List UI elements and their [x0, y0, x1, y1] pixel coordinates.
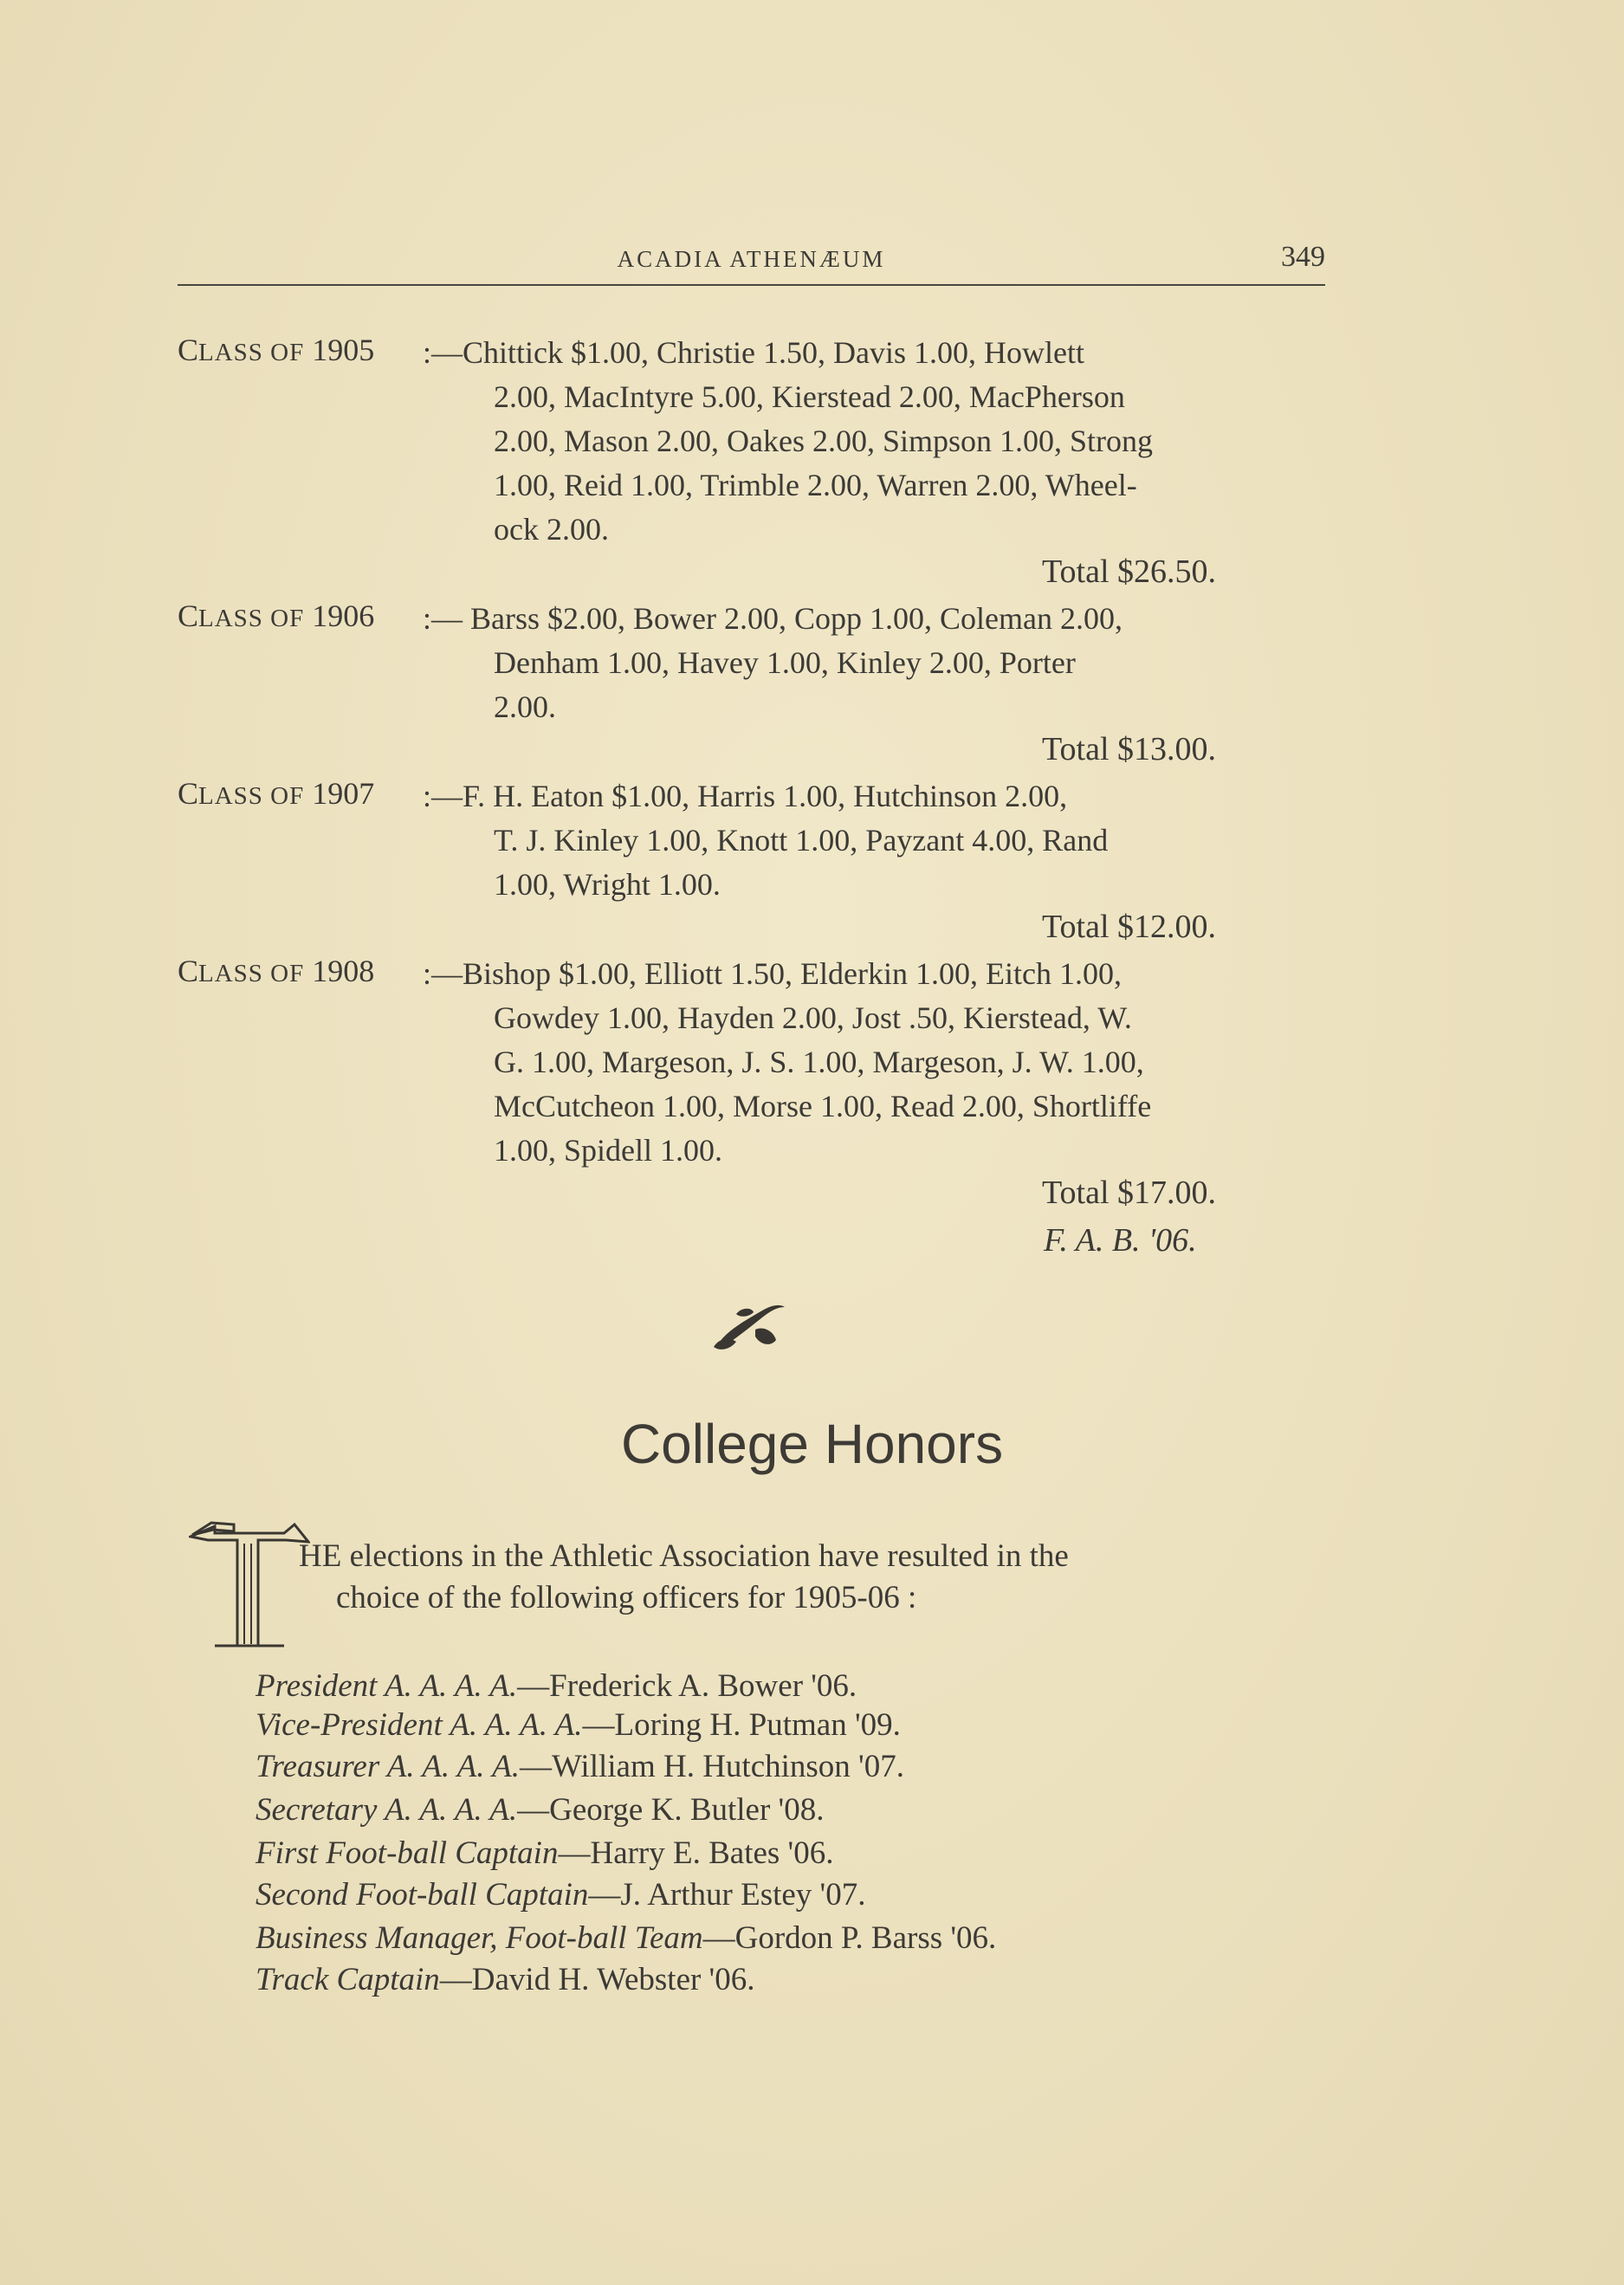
officer-entry: [256, 1791, 824, 1829]
officer-role: Second Foot-ball Captain: [256, 1877, 589, 1913]
officer-name: —William H. Hutchinson '07.: [519, 1749, 904, 1784]
fleuron-ornament-icon: [710, 1295, 788, 1356]
officer-name: —George K. Butler '08.: [517, 1792, 825, 1828]
officer-role: Track Captain: [256, 1962, 440, 1997]
class-label-initial: C: [178, 954, 199, 988]
class-line: :— Barss $2.00, Bower 2.00, Copp 1.00, Coleman 2.00,: [423, 601, 1123, 636]
class-total: Total $13.00.: [1042, 731, 1217, 767]
class-line: :—F. H. Eaton $1.00, Harris 1.00, Hutchinson 2.00,: [423, 779, 1068, 813]
class-label-smallcaps: LASS OF: [198, 605, 305, 632]
running-title: ACADIA ATHENÆUM: [617, 246, 886, 272]
officer-name: —David H. Webster '06.: [439, 1962, 755, 1997]
class-total: Total $12.00.: [1042, 909, 1217, 945]
officer-role: President A. A. A. A.: [256, 1668, 518, 1704]
officer-name: —Frederick A. Bower '06.: [517, 1668, 857, 1704]
officer-name: —J. Arthur Estey '07.: [588, 1877, 866, 1913]
officer-entry: [256, 1835, 833, 1872]
officer-entry: [256, 1876, 865, 1913]
class-label-smallcaps: LASS OF: [198, 782, 305, 810]
class-year: 1906: [312, 599, 375, 633]
officer-entry: [256, 1706, 901, 1744]
class-line: 1.00, Wright 1.00.: [494, 867, 721, 902]
officer-role: Business Manager, Foot-ball Team: [256, 1920, 703, 1956]
class-label-initial: C: [178, 776, 199, 811]
class-year: 1908: [312, 954, 375, 988]
class-line: :—Bishop $1.00, Elliott 1.50, Elderkin 1.00, Eitch 1.00,: [423, 956, 1122, 991]
class-line: G. 1.00, Margeson, J. S. 1.00, Margeson, J. W. 1.00,: [494, 1045, 1144, 1079]
class-label: [178, 775, 374, 812]
class-label: [178, 332, 374, 368]
officer-name: —Loring H. Putman '09.: [582, 1707, 901, 1743]
dropcap-letter-t: [189, 1518, 310, 1656]
class-line: 2.00.: [494, 689, 556, 724]
class-year: 1905: [312, 333, 375, 367]
class-year: 1907: [312, 776, 375, 811]
class-label-initial: C: [178, 599, 199, 633]
class-label: [178, 953, 374, 989]
author-initials: F. A. B. '06.: [1044, 1222, 1197, 1259]
officer-role: Treasurer A. A. A. A.: [256, 1749, 520, 1784]
officer-entry: [256, 1961, 754, 1998]
class-line: Denham 1.00, Havey 1.00, Kinley 2.00, Porter: [494, 645, 1076, 680]
class-label-initial: C: [178, 333, 199, 367]
officer-role: First Foot-ball Captain: [256, 1835, 559, 1871]
intro-line-2: choice of the following officers for 1905-06 :: [336, 1580, 917, 1615]
intro-line-1: HE elections in the Athletic Association have resulted in the: [299, 1538, 1069, 1574]
class-total: Total $17.00.: [1042, 1175, 1217, 1211]
class-line: T. J. Kinley 1.00, Knott 1.00, Payzant 4.00, Rand: [494, 823, 1109, 858]
class-line: 2.00, Mason 2.00, Oakes 2.00, Simpson 1.00, Strong: [494, 424, 1154, 458]
officer-name: —Harry E. Bates '06.: [558, 1835, 834, 1871]
officer-entry: [256, 1748, 904, 1785]
officer-entry: [256, 1919, 996, 1957]
class-line: :—Chittick $1.00, Christie 1.50, Davis 1.00, Howlett: [423, 335, 1084, 370]
page-number: 349: [1281, 241, 1325, 273]
officer-role: Secretary A. A. A. A.: [256, 1792, 518, 1828]
officer-role: Vice-President A. A. A. A.: [256, 1707, 583, 1743]
page-header: [178, 234, 1325, 286]
class-label: [178, 598, 374, 634]
class-label-smallcaps: LASS OF: [198, 960, 305, 987]
officer-entry: [256, 1667, 857, 1705]
class-line: McCutcheon 1.00, Morse 1.00, Read 2.00, Shortliffe: [494, 1089, 1152, 1123]
class-line: 1.00, Reid 1.00, Trimble 2.00, Warren 2.00, Wheel-: [494, 468, 1137, 502]
class-line: ock 2.00.: [494, 512, 609, 547]
class-line: Gowdey 1.00, Hayden 2.00, Jost .50, Kierstead, W.: [494, 1000, 1132, 1035]
class-label-smallcaps: LASS OF: [198, 339, 305, 366]
class-total: Total $26.50.: [1042, 553, 1217, 590]
class-line: 2.00, MacIntyre 5.00, Kierstead 2.00, MacPherson: [494, 379, 1125, 414]
officer-name: —Gordon P. Barss '06.: [702, 1920, 997, 1956]
class-line: 1.00, Spidell 1.00.: [494, 1133, 723, 1168]
section-title: College Honors: [620, 1413, 1004, 1475]
